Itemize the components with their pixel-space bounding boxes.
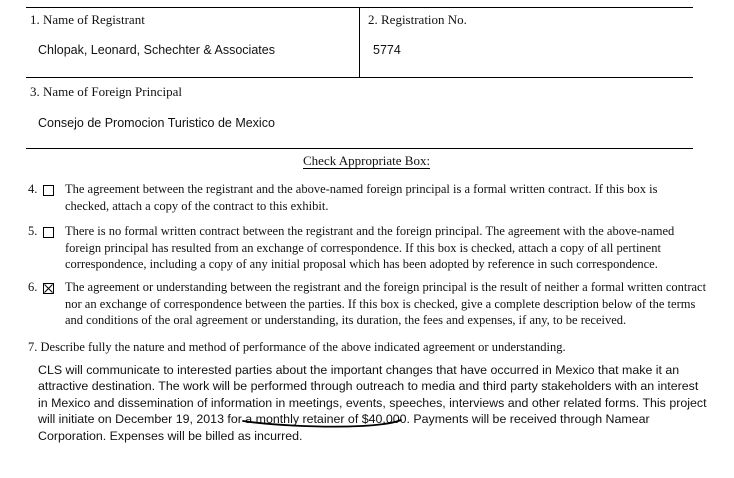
item-7-description: CLS will communicate to interested parties about the important changes that have occurred in Mexico that make it an attractive destination. The work will be performed through outreach to media and third party stakeholders with an interest in Mexico and dissemination of information in meetings, events, speeches, interviews and other related forms. This project will initiate on December 19, 2013 for a monthly retainer of $40,000. Payments will be received through Namear Corporation. Expenses will be billed as incurred. (38, 363, 707, 443)
check-box-header (303, 153, 430, 169)
item-6-text: The agreement or understanding between the registrant and the foreign principal is the result of neither a formal written contract nor an exchange of correspondence between the parties. If this box is checked, give a complete description below of the terms and conditions of the oral agreement or understanding, its duration, the fees and expenses, if any, to be received. (65, 280, 707, 327)
cell-divider (359, 7, 360, 77)
row1-bottom-border (26, 77, 693, 78)
foreign-principal-value: Consejo de Promocion Turistico de Mexico (38, 116, 275, 130)
item-4-text: The agreement between the registrant and the above-named foreign principal is a formal written contract. If this box is checked, attach a copy of the contract to this exhibit. (65, 182, 658, 213)
registration-no-label: 2. Registration No. (368, 12, 467, 27)
foreign-principal-label: 3. Name of Foreign Principal (30, 84, 182, 99)
item-5-checkbox[interactable] (43, 227, 54, 238)
item-6-checkbox[interactable] (43, 283, 54, 294)
registration-no-value: 5774 (373, 43, 401, 57)
item-6-number: 6. (28, 280, 38, 294)
item-5-text: There is no formal written contract between the registrant and the foreign principal. The agreement with the above-named foreign principal has resulted from an exchange of correspondence. If this box is checked, attach a copy of all pertinent correspondence, including a copy of any initial proposal which has been adopted by reference in such correspondence. (65, 224, 675, 271)
check-box-header-text: Check Appropriate Box: (303, 153, 431, 168)
registrant-name-label: 1. Name of Registrant (30, 12, 145, 27)
item-4-number: 4. (28, 182, 38, 196)
row2-bottom-border (26, 148, 693, 149)
item-4-checkbox[interactable] (43, 185, 54, 196)
registrant-name-value: Chlopak, Leonard, Schechter & Associates (38, 43, 275, 57)
checkmark-x-icon (44, 284, 53, 293)
item-5-number: 5. (28, 224, 38, 238)
item-7-label: 7. Describe fully the nature and method of performance of the above indicated agreement or understanding. (28, 340, 566, 354)
